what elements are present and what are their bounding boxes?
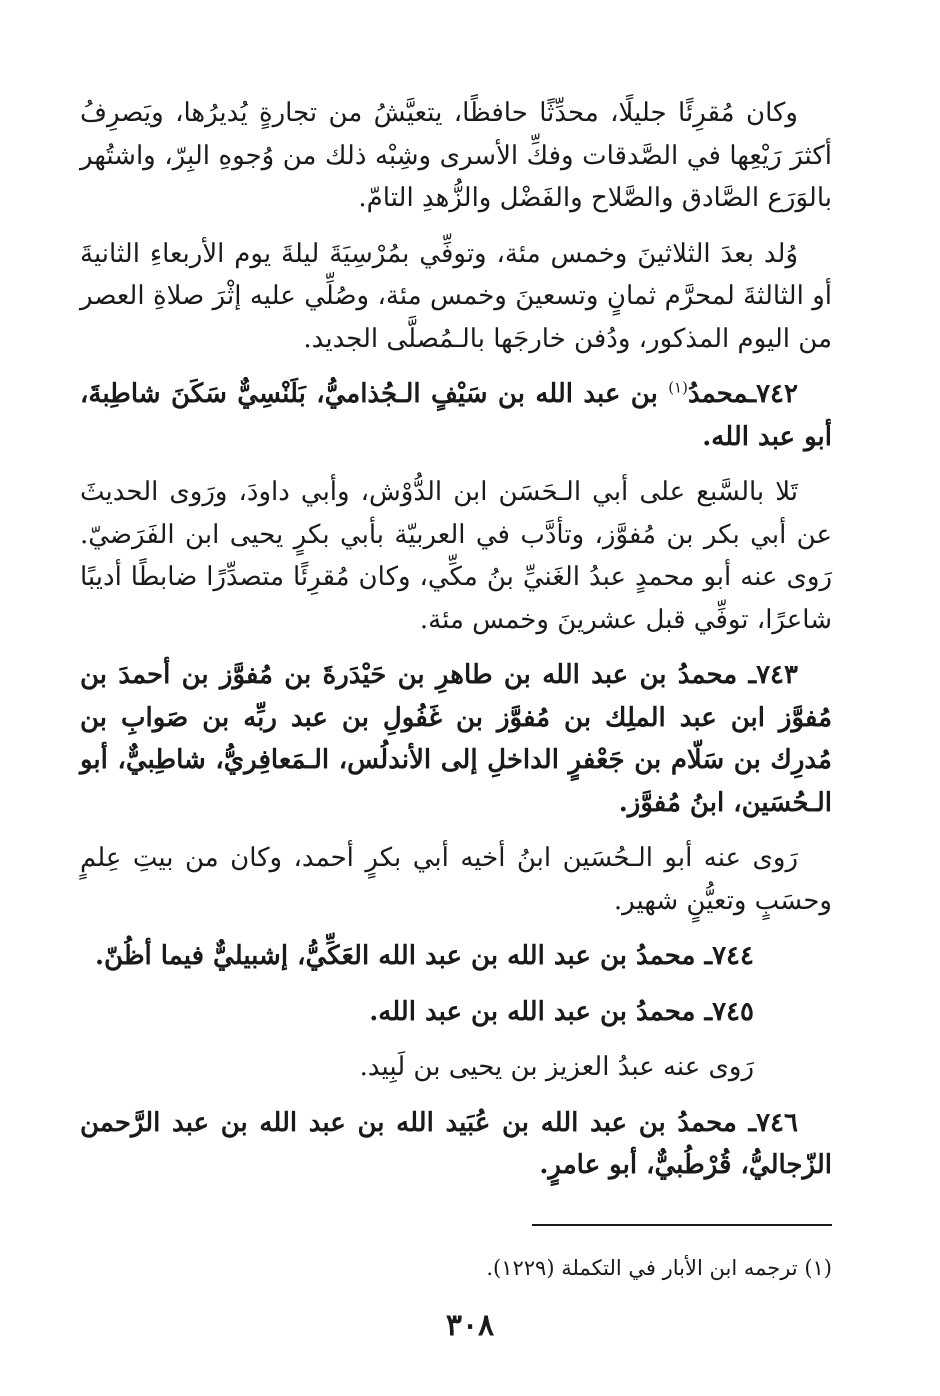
entry-744-heading [80,935,832,978]
main-text [80,92,832,1200]
entry-742-heading [80,373,832,458]
entry-742-name: محمدُ [687,379,749,409]
footnote-separator [532,1224,832,1226]
entry-746-heading [80,1102,832,1187]
entry-744-number: ٧٤٤ـ [704,941,754,971]
entry-746-number: ٧٤٦ـ [748,1107,798,1138]
entry-743-body: رَوى عنه أبو الـحُسَين ابنُ أخيه أبي بكرٍ أحمد، وكان من بيتِ عِلمٍ وحسَبٍ وتعيُّنٍ شهير. [80,843,832,916]
entry-745-body: رَوى عنه عبدُ العزيز بن يحيى بن لَبِيد. [359,1052,754,1082]
entry-743-number: ٧٤٣ـ [748,660,798,690]
entry-745-number: ٧٤٥ـ [704,996,754,1027]
paragraph-teacher-bio: وكان مُقرِئًا جليلًا، محدِّثًا حافظًا، يتعيَّشُ من تجارةٍ يُديرُها، ويَصرِفُ أكثرَ رَيْعِها في الصَّدقات وفكِّ الأسرى وشِبْه ذلك من وُجوهِ البِرّ، واشتُهر بالوَرَع الصَّادق والصَّلاح والفَضْل والزُّهدِ التامّ. [80,98,832,213]
paragraph-birth-death: وُلد بعدَ الثلاثينَ وخمس مئة، وتوفِّي بمُرْسِيَةَ ليلةَ يوم الأربعاءِ الثانيةَ أو الثالثةَ لمحرَّم ثمانٍ وتسعينَ وخمس مئة، وصُلِّي عليه إثْرَ صلاةِ العصر من اليوم المذكور، ودُفن خارجَها بالـمُصلَّى الجديد. [80,238,832,354]
entry-745-heading [80,991,832,1034]
entry-744-text: محمدُ بن عبد الله بن عبد الله العَكِّيُّ، إشبيليٌّ فيما أظُنّ. [94,941,705,971]
footnote-ref-1[interactable]: (١) [668,378,688,397]
footnote-1: (١) ترجمه ابن الأبار في التكملة (١٢٢٩). [486,1256,832,1280]
entry-743-heading [80,654,832,824]
page-number: ٣٠٨ [445,1308,495,1343]
entry-742-rest: بن عبد الله بن سَيْفٍ الـجُذاميُّ، بَلَنْسِيٌّ سَكَنَ شاطِبةَ، أبو عبد الله. [80,379,832,452]
entry-742-number: ٧٤٢ـ [748,379,798,409]
entry-743-text: محمدُ بن عبد الله بن طاهرِ بن حَيْدَرةَ بن مُفوَّز بن أحمدَ بن مُفوَّز ابن عبد الملِك بن مُفوَّز بن غَفُولِ بن عبد ربِّه بن صَوابِ بن مُدرِك بن سَلّام بن جَعْفرٍ الداخلِ إلى الأندلُس، الـمَعافِريُّ، شاطِبيٌّ، أبو الـحُسَين، ابنُ مُفوَّز. [80,660,832,818]
entry-742-body: تَلا بالسَّبع على أبي الـحَسَن ابن الدُّوْش، وأبي داودَ، ورَوى الحديثَ عن أبي بكر بن مُفوَّز، وتأدَّب في العربيّة بأبي بكرٍ يحيى ابن الفَرَضيّ. رَوى عنه أبو محمدٍ عبدُ الغَنيِّ بنُ مكِّي، وكان مُقرِئًا متصدِّرًا ضابطًا أديبًا شاعرًا، توفِّي قبل عشرينَ وخمس مئة. [80,477,832,635]
entry-746-text: محمدُ بن عبد الله بن عُبَيد الله بن عبد الله بن عبد الرَّحمن الزّجاليُّ، قُرْطُبيٌّ، أبو عامرٍ. [80,1107,832,1180]
entry-745-text: محمدُ بن عبد الله بن عبد الله. [369,996,705,1027]
